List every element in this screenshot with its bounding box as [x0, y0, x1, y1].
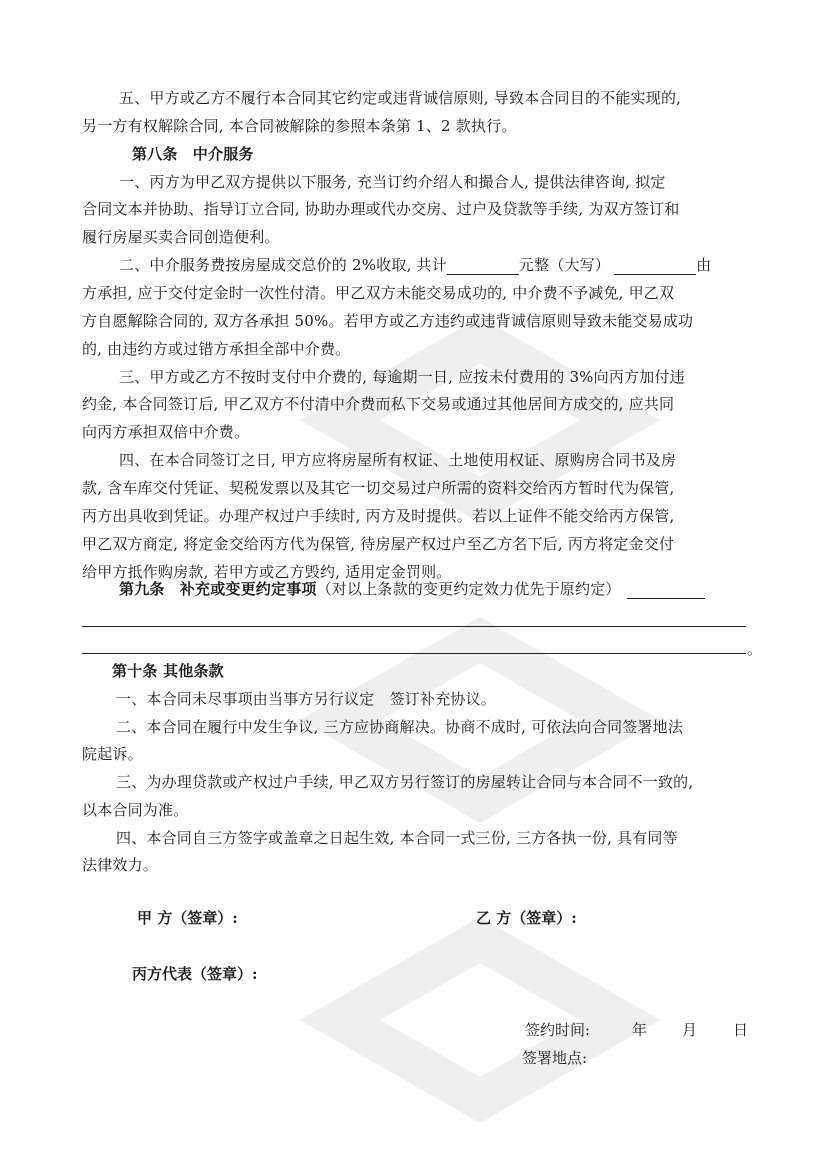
clause8-title: 第八条 中介服务 — [132, 145, 254, 163]
clause10-title: 第十条 其他条款 — [112, 662, 224, 680]
clause9-note: （对以上条款的变更约定效力优先于原约定） — [316, 580, 621, 598]
fee-payer-suffix: 由 — [696, 256, 712, 274]
sign-year-label: 年 — [632, 1021, 648, 1039]
clause8-para4-line1: 四、在本合同签订之日, 甲方应将房屋所有权证、土地使用权证、原购房合同书及房 — [119, 451, 677, 469]
clause7-para5-line1: 五、甲方或乙方不履行本合同其它约定或违背诚信原则, 导致本合同目的不能实现的, — [119, 89, 682, 107]
clause9-blank-line-3[interactable] — [82, 653, 746, 654]
clause8-para2-line1 — [82, 255, 785, 275]
clause8-para3-line3: 向丙方承担双倍中介费。 — [82, 423, 250, 441]
clause10-para1: 一、本合同未尽事项由当事方另行议定 签订补充协议。 — [116, 690, 497, 708]
sign-place-label: 签署地点: — [522, 1049, 588, 1067]
clause9-heading — [82, 579, 785, 599]
fee-capital-blank[interactable] — [614, 258, 696, 275]
clause7-para5-line2: 另一方有权解除合同, 本合同被解除的参照本条第 1、2 款执行。 — [82, 117, 517, 135]
clause10-para4-line1: 四、本合同自三方签字或盖章之日起生效, 本合同一式三份, 三方各执一份, 具有同等 — [116, 829, 678, 847]
clause8-para3-line2: 约金, 本合同签订后, 甲乙双方不付清中介费而私下交易或通过其他居间方成交的, 应共同 — [82, 395, 675, 413]
clause9-end-mark: 。 — [747, 640, 763, 658]
clause8-para1-line2: 合同文本并协助、指导订立合同, 协助办理或代办交房、过户及贷款等手续, 为双方签订和 — [82, 200, 680, 218]
clause8-para4-line2: 款, 含车库交付凭证、契税发票以及其它一切交易过户所需的资料交给丙方暂时代为保管, — [82, 479, 675, 497]
party-c-signature-label: 丙方代表（签章）: — [132, 965, 258, 983]
clause10-para2-line1: 二、本合同在履行中发生争议, 三方应协商解决。协商不成时, 可依法向合同签署地法 — [116, 718, 684, 736]
clause8-para1-line3: 履行房屋买卖合同创造便利。 — [82, 228, 280, 246]
fee-capital-label: 元整（大写） — [518, 256, 611, 274]
clause8-para2-line2: 方承担, 应于交付定金时一次性付清。甲乙双方未能交易成功的, 中介费不予减免, 甲乙双 — [82, 284, 675, 302]
clause9-title: 第九条 补充或变更约定事项 — [119, 580, 317, 598]
fee-text: 二、中介服务费按房屋成交总价的 2%收取, 共计 — [119, 256, 447, 274]
clause8-para2-line3: 方自愿解除合同的, 双方各承担 50%。若甲方或乙方违约或违背诚信原则导致未能交易成功 — [82, 312, 694, 330]
sign-time-label: 签约时间: — [525, 1021, 591, 1039]
clause10-para4-line2: 法律效力。 — [82, 856, 159, 874]
sign-day-label: 日 — [733, 1021, 749, 1039]
clause9-blank-line-2[interactable] — [82, 626, 746, 627]
clause8-para4-line5: 给甲方抵作购房款, 若甲方或乙方毁约, 适用定金罚则。 — [82, 563, 452, 581]
fee-amount-blank[interactable] — [447, 258, 519, 275]
sign-month-label: 月 — [682, 1021, 698, 1039]
clause9-blank-1[interactable] — [627, 582, 705, 599]
clause8-para1-line1: 一、丙方为甲乙双方提供以下服务, 充当订约介绍人和撮合人, 提供法律咨询, 拟定 — [119, 173, 666, 191]
party-a-signature-label: 甲 方（签章）: — [137, 909, 238, 927]
clause8-para3-line1: 三、甲方或乙方不按时支付中介费的, 每逾期一日, 应按未付费用的 3%向丙方加付违 — [119, 368, 685, 386]
clause10-para3-line1: 三、为办理贷款或产权过户手续, 甲乙双方另行签订的房屋转让合同与本合同不一致的, — [116, 773, 694, 791]
clause8-para4-line3: 丙方出具收到凭证。办理产权过户手续时, 丙方及时提供。若以上证件不能交给丙方保管, — [82, 507, 675, 525]
clause8-para2-line4: 的, 由违约方或过错方承担全部中介费。 — [82, 340, 351, 358]
clause10-para3-line2: 以本合同为准。 — [82, 801, 189, 819]
clause10-para2-line2: 院起诉。 — [82, 745, 143, 763]
clause8-para4-line4: 甲乙双方商定, 将定金交给丙方代为保管, 待房屋产权过户至乙方名下后, 丙方将定金交付 — [82, 535, 675, 553]
party-b-signature-label: 乙 方（签章）: — [476, 909, 577, 927]
